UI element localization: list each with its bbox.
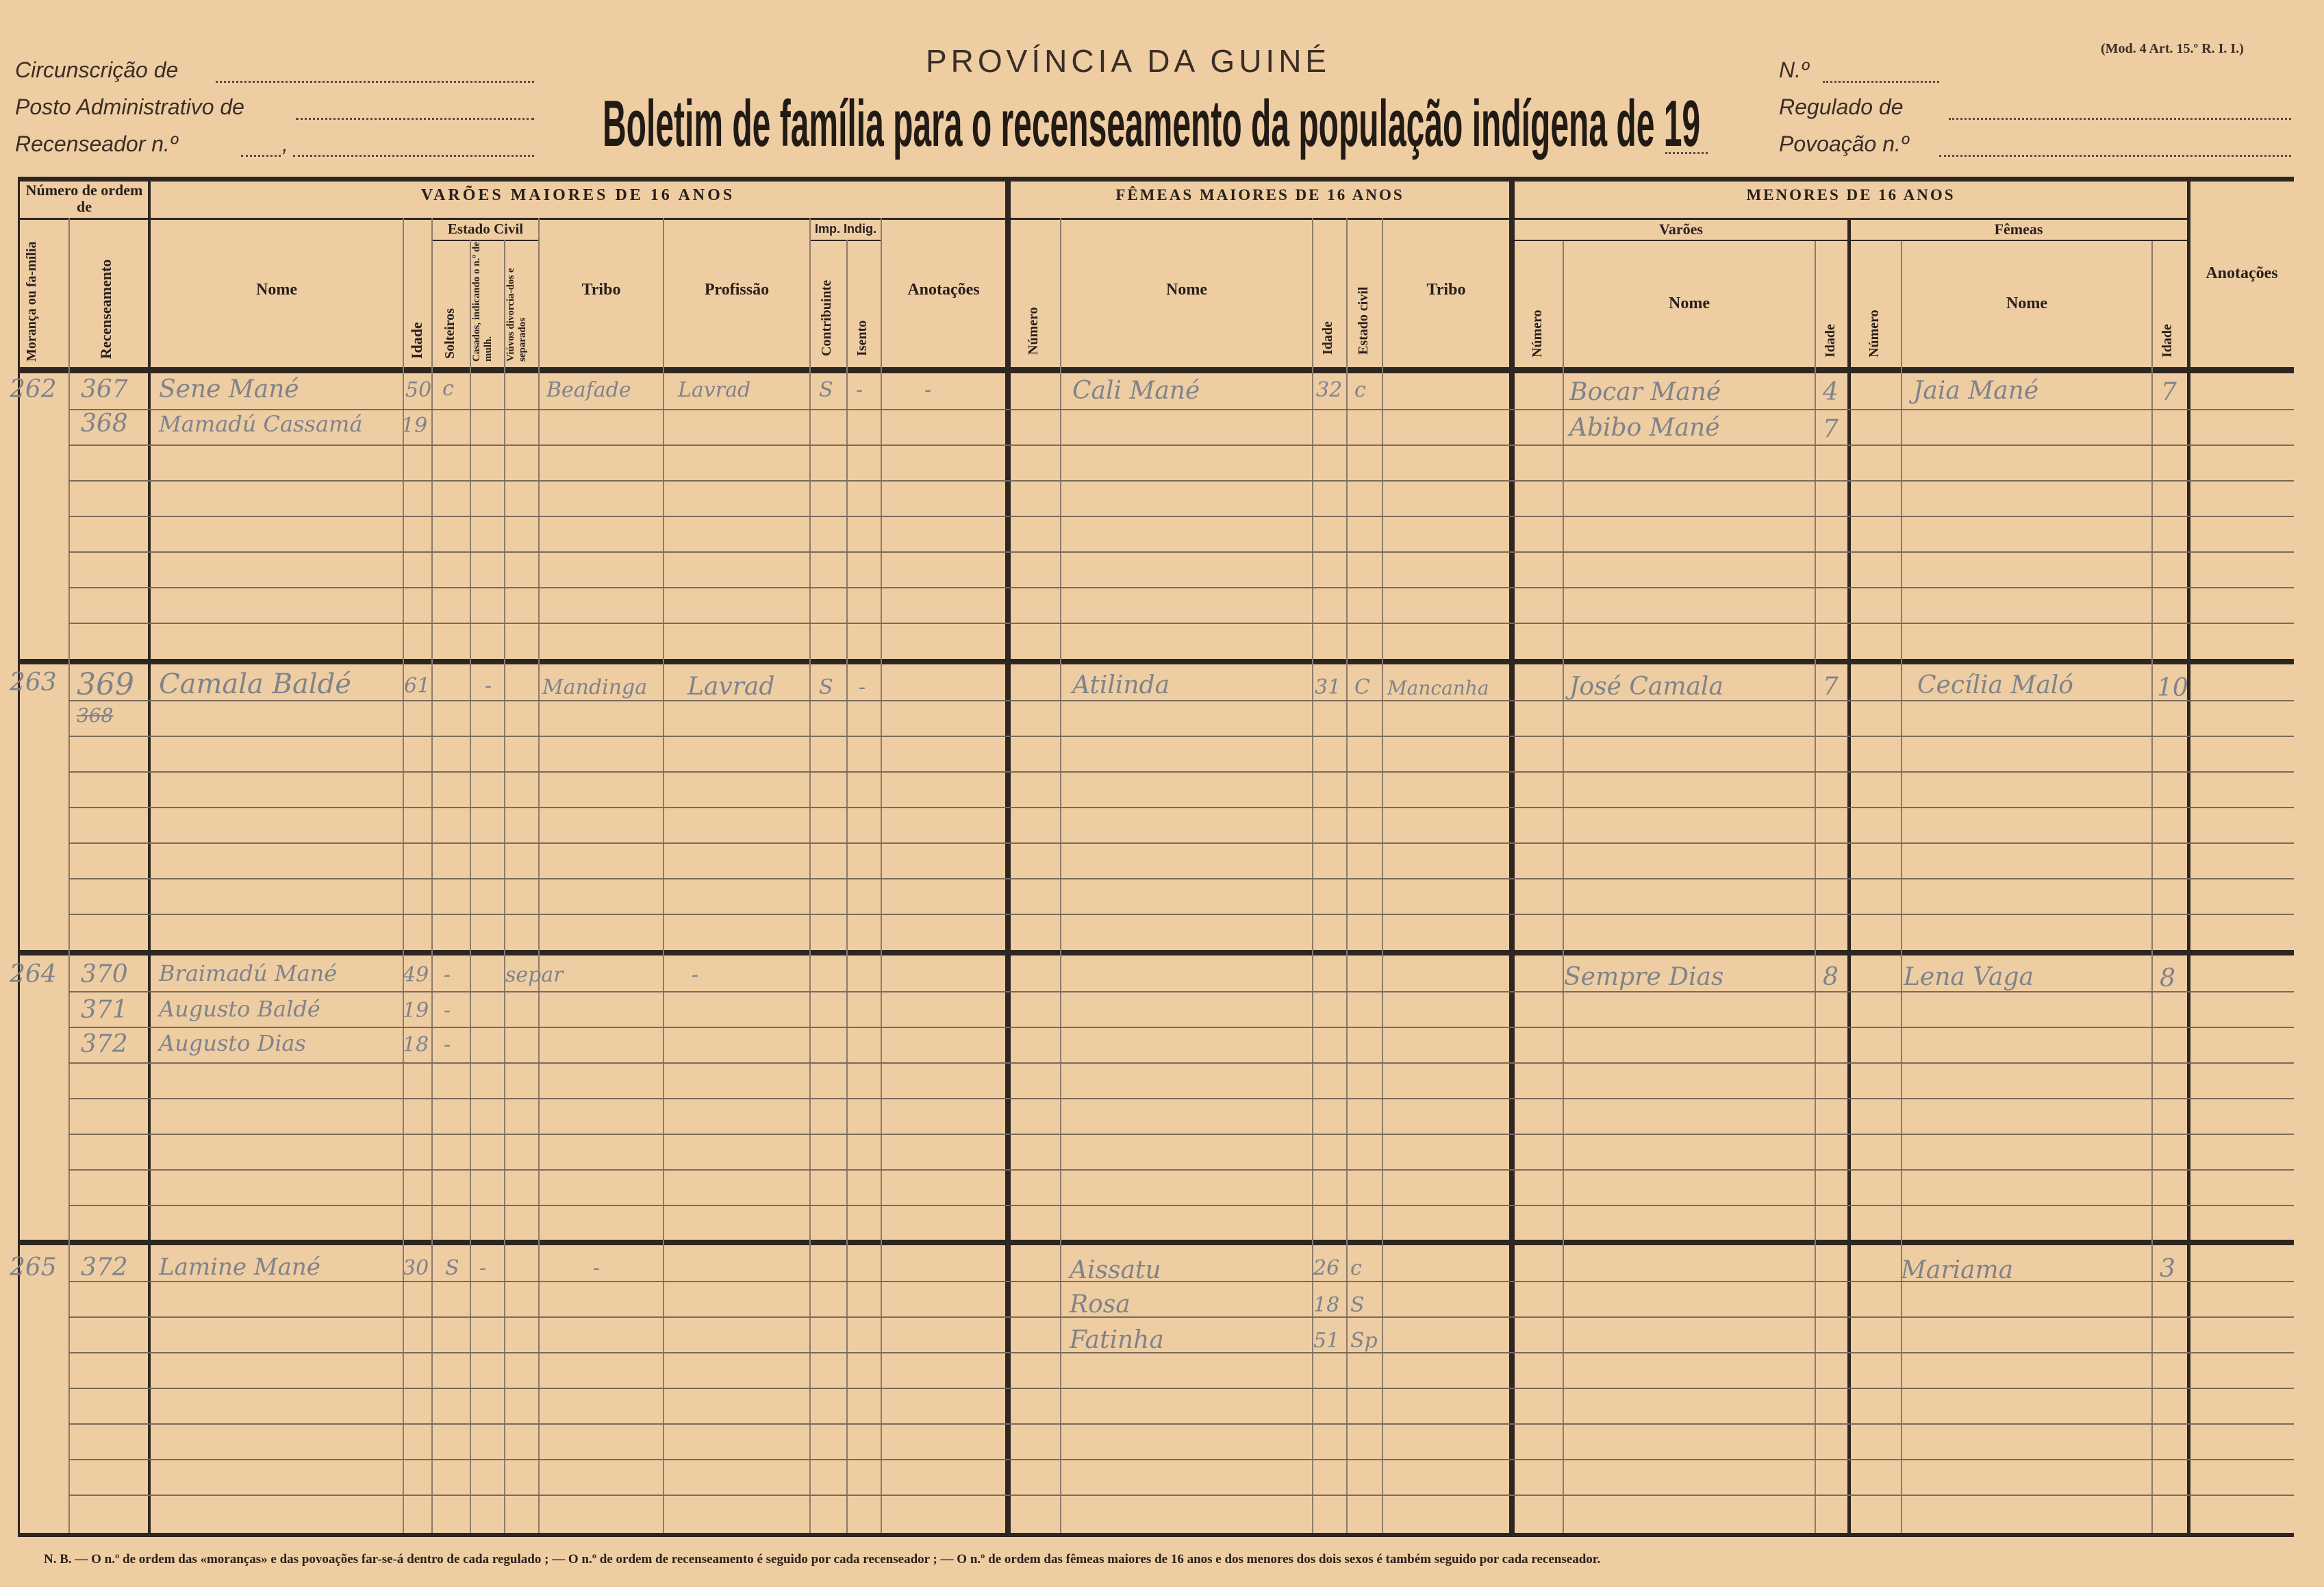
numero-line: [1823, 81, 1939, 83]
female-name: Rosa: [1070, 1290, 1131, 1319]
header-bottom-rule: [18, 367, 2294, 373]
numero-ordem-header: Número de ordem de: [25, 182, 143, 215]
ruled-line: [68, 551, 2294, 553]
female-name: Fatinha: [1070, 1326, 1164, 1354]
male-tribe: Beafade: [546, 378, 631, 402]
regulado-line: [1949, 118, 2291, 120]
moranca-number: 263: [10, 668, 57, 697]
vline-casados: [504, 240, 505, 1533]
vline-profissao: [809, 218, 811, 1533]
male-name: Braimadú Mané: [159, 960, 338, 986]
female-age: 51: [1313, 1329, 1340, 1353]
f-tribo-header: Tribo: [1426, 281, 1466, 299]
vline-f-ec: [1382, 218, 1383, 1533]
rec-number: 371: [81, 996, 128, 1024]
minor-male-age: 7: [1823, 415, 1839, 443]
vline-idade: [431, 218, 433, 1533]
minor-female-age: 8: [2160, 964, 2175, 992]
minor-female-name: Mariama: [1901, 1256, 2014, 1284]
ruled-line: [68, 700, 2294, 701]
viuvos-header: Viúvos divorcia-dos e separados: [505, 268, 528, 362]
recenseador-label: Recenseador n.º: [15, 132, 178, 156]
moranca-header: Morança ou fa-mília: [24, 241, 39, 362]
male-civil: c: [442, 377, 454, 401]
male-profession: Lavrad: [687, 673, 775, 701]
ruled-line: [68, 1495, 2294, 1496]
minor-male-name: Bocar Mané: [1569, 378, 1721, 406]
vline-menores-split: [1847, 218, 1851, 1533]
idade-header: Idade: [408, 322, 425, 359]
male-tribe: separ: [505, 963, 564, 987]
vline-varoes-end: [1005, 177, 1011, 1533]
vline-viuvos: [538, 218, 540, 1533]
male-name: Augusto Dias: [159, 1030, 306, 1056]
male-tribe: Mandinga: [542, 675, 648, 699]
male-civil: -: [485, 674, 492, 698]
ruled-line: [68, 623, 2294, 624]
vline-mv-nome: [1815, 241, 1816, 1533]
minor-female-name: Cecília Maló: [1917, 671, 2073, 699]
ruled-line: [68, 445, 2294, 446]
male-age: 50: [405, 378, 432, 402]
minor-female-name: Lena Vaga: [1904, 963, 2034, 991]
ruled-line: [68, 1062, 2294, 1064]
block-divider-2: [18, 950, 2294, 955]
minor-female-age: 10: [2157, 674, 2188, 702]
vline-moranca: [68, 218, 70, 1533]
male-name: Augusto Baldé: [159, 996, 320, 1022]
anotacoes-final-header: Anotações: [2206, 264, 2278, 282]
minor-female-age: 7: [2161, 378, 2177, 406]
ruled-line: [68, 516, 2294, 517]
vline-tribo: [663, 218, 664, 1533]
female-age: 18: [1313, 1293, 1340, 1317]
imp-indig-header: Imp. Indig.: [815, 222, 876, 236]
female-age: 26: [1313, 1256, 1340, 1280]
rec-number: 367: [81, 375, 128, 403]
female-civil: c: [1354, 378, 1366, 402]
ruled-line: [68, 1316, 2294, 1318]
mv-nome-header: Nome: [1669, 295, 1710, 312]
vline-contrib: [846, 240, 848, 1533]
minor-male-name: José Camala: [1569, 673, 1723, 701]
ruled-line: [68, 1388, 2294, 1389]
ruled-line: [68, 878, 2294, 879]
femeas-group-rule: [1008, 218, 1512, 220]
male-profession: Lavrad: [678, 378, 751, 402]
mv-numero-header: Número: [1530, 310, 1545, 358]
block-divider-1: [18, 659, 2294, 664]
rec-number: 368: [81, 410, 128, 438]
estado-civil-header: Estado Civil: [447, 221, 524, 237]
vline-mf-numero: [1901, 241, 1902, 1533]
minor-male-age: 7: [1823, 673, 1839, 701]
ruled-line: [68, 409, 2294, 410]
female-name: Aissatu: [1070, 1256, 1161, 1284]
male-age: 18: [403, 1033, 429, 1057]
circunscricao-line: [216, 81, 534, 83]
ruled-line: [68, 1352, 2294, 1353]
varoes-group-rule: [149, 218, 1008, 220]
posto-label: Posto Administrativo de: [15, 95, 244, 119]
ruled-line: [68, 991, 2294, 992]
recenseador-line: [241, 155, 281, 157]
ruled-line: [68, 1134, 2294, 1135]
male-age: 61: [404, 674, 431, 698]
vline-mv-numero: [1563, 241, 1564, 1533]
minor-male-name: Sempre Dias: [1564, 963, 1724, 991]
vline-rec: [148, 177, 151, 1533]
male-profession: -: [692, 963, 699, 987]
model-reference: (Mod. 4 Art. 15.º R. I. I.): [2101, 41, 2244, 56]
male-contributor: S: [819, 675, 833, 699]
table-top-rule: [18, 177, 2294, 182]
ruled-line: [68, 1098, 2294, 1099]
male-civil: -: [444, 1033, 451, 1057]
vline-menores-end: [2187, 177, 2190, 1533]
female-age: 32: [1316, 378, 1343, 402]
f-numero-header: Número: [1026, 307, 1041, 355]
male-civil: -: [444, 999, 451, 1023]
vline-isento: [881, 218, 882, 1533]
footnote: N. B. — O n.º de ordem das «moranças» e das povoações far-se-á dentro de cada regulado ; — O n.º de ordem de recenseamento é seguido por cada recenseador ; — O n.º de ordem das fêmeas maiores de 16 anos e dos menores dos dois sexos é também seguido por cada recenseador.: [44, 1552, 1601, 1566]
ruled-line: [68, 1169, 2294, 1171]
female-tribe: Mancanha: [1387, 677, 1489, 699]
numero-ordem-rule: [18, 218, 149, 220]
ruled-line: [68, 807, 2294, 808]
rec-number: 372: [81, 1253, 128, 1282]
f-ec-header: Estado civil: [1356, 286, 1371, 355]
ruled-line: [68, 1423, 2294, 1425]
male-name: Camala Baldé: [159, 668, 351, 700]
ruled-line: [68, 1205, 2294, 1206]
nome-header: Nome: [256, 281, 297, 299]
ruled-line: [68, 842, 2294, 844]
female-civil: S: [1350, 1293, 1365, 1317]
rec-number: 372: [81, 1030, 128, 1058]
ruled-line: [68, 914, 2294, 915]
minor-male-age: 4: [1823, 378, 1839, 406]
ruled-line: [68, 771, 2294, 773]
vline-solteiros: [470, 240, 471, 1533]
female-civil: Sp: [1350, 1329, 1378, 1353]
recenseamento-header: Recenseamento: [97, 259, 114, 359]
mf-nome-header: Nome: [2006, 295, 2047, 312]
ruled-line: [68, 587, 2294, 588]
casados-header: Casados, indicando o n.º de mulh.: [471, 241, 494, 362]
male-exempt: -: [859, 675, 866, 699]
female-name: Atilinda: [1072, 671, 1170, 699]
imp-indig-rule: [809, 240, 881, 241]
menores-group-header: MENORES DE 16 ANOS: [1746, 186, 1956, 203]
f-nome-header: Nome: [1166, 281, 1207, 299]
male-name: Sene Mané: [159, 375, 299, 403]
male-age: 19: [403, 999, 429, 1023]
male-tribe: -: [479, 1256, 487, 1280]
minor-female-name: Jaia Mané: [1913, 377, 2039, 405]
f-idade-header: Idade: [1320, 321, 1335, 355]
tribo-header: Tribo: [581, 281, 621, 299]
ruled-line: [68, 480, 2294, 482]
menores-femeas-header: Fêmeas: [1994, 221, 2043, 238]
female-civil: c: [1350, 1256, 1362, 1280]
female-name: Cali Mané: [1072, 377, 1200, 405]
vline-femeas-end: [1509, 177, 1515, 1533]
male-name: Mamadú Cassamá: [159, 411, 363, 437]
vline-mf-nome: [2151, 241, 2153, 1533]
solteiros-header: Solteiros: [442, 308, 457, 359]
male-profession: -: [593, 1256, 601, 1280]
ruled-line: [68, 736, 2294, 737]
male-exempt: -: [856, 378, 863, 402]
povoacao-label: Povoação n.º: [1779, 132, 1909, 156]
moranca-number: 265: [10, 1253, 57, 1282]
vline-f-numero: [1060, 218, 1061, 1533]
anotacoes-header: Anotações: [907, 281, 980, 299]
mf-idade-header: Idade: [2160, 324, 2175, 358]
male-age: 30: [403, 1256, 429, 1280]
male-civil: S: [445, 1256, 459, 1280]
rec-number-struck: 368: [77, 704, 114, 727]
numero-label: N.º: [1779, 58, 1809, 82]
block-divider-3: [18, 1240, 2294, 1245]
female-age: 31: [1315, 675, 1341, 699]
varoes-group-header: VARÕES MAIORES DE 16 ANOS: [420, 186, 735, 204]
recenseador-line-2: [293, 155, 534, 157]
female-civil: C: [1354, 675, 1370, 699]
male-civil: -: [444, 963, 451, 987]
povoacao-line: [1939, 155, 2291, 157]
profissao-header: Profissão: [704, 281, 770, 299]
posto-line: [296, 118, 534, 120]
recenseador-comma: ,: [282, 132, 288, 156]
mf-numero-header: Número: [1867, 310, 1882, 358]
ruled-line: [68, 1459, 2294, 1460]
male-age: 19: [401, 414, 428, 438]
form-title: Boletim de família para o recenseamento da população indígena de 19: [603, 87, 1701, 160]
mv-idade-header: Idade: [1823, 324, 1838, 358]
ruled-line: [68, 1027, 2294, 1028]
isento-header: Isento: [855, 320, 870, 356]
vline-f-idade: [1346, 218, 1348, 1533]
moranca-number: 264: [10, 960, 57, 988]
regulado-label: Regulado de: [1779, 95, 1904, 119]
femeas-group-header: FÊMEAS MAIORES DE 16 ANOS: [1115, 186, 1404, 203]
rec-number: 369: [77, 667, 134, 702]
province-heading: PROVÍNCIA DA GUINÉ: [926, 43, 1331, 79]
minor-male-age: 8: [1823, 963, 1839, 991]
male-notes: -: [924, 378, 932, 402]
moranca-number: 262: [10, 375, 57, 403]
minor-female-age: 3: [2160, 1255, 2175, 1283]
minor-male-name: Abibo Mané: [1569, 414, 1720, 442]
male-age: 49: [403, 963, 429, 987]
male-name: Lamine Mané: [159, 1253, 320, 1281]
year-line: [1665, 152, 1708, 154]
contribuinte-header: Contribuinte: [819, 279, 834, 356]
rec-number: 370: [81, 960, 128, 988]
menores-varoes-header: Varões: [1659, 221, 1703, 238]
circunscricao-label: Circunscrição de: [15, 58, 179, 82]
table-bottom-rule: [18, 1533, 2294, 1537]
male-contributor: S: [819, 378, 833, 402]
